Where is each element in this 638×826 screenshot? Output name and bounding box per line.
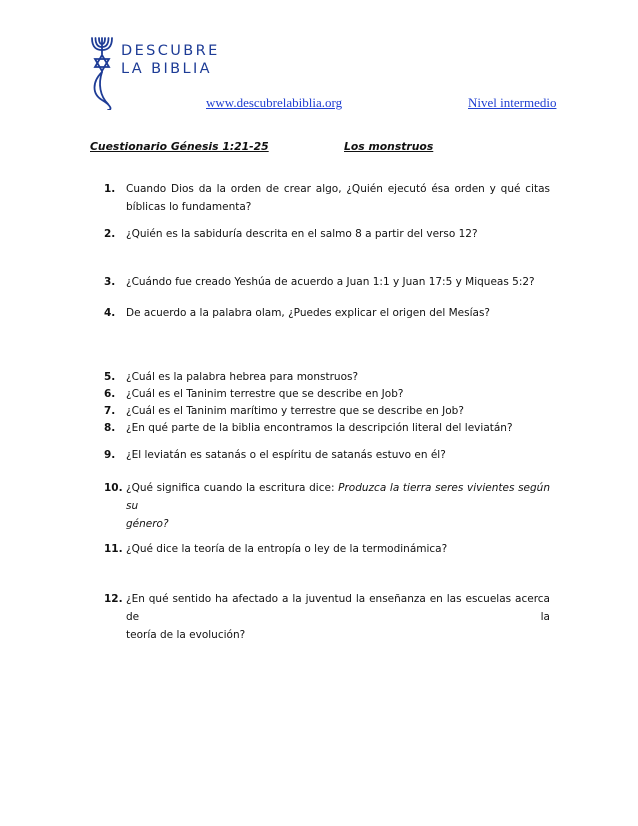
question-number: 6. xyxy=(104,388,116,400)
question-number: 12. xyxy=(104,593,123,605)
question-text: ¿Cuál es la palabra hebrea para monstruos? xyxy=(126,371,359,383)
site-link[interactable]: www.descubrelabiblia.org xyxy=(206,95,343,110)
question-text: ¿Quién es la sabiduría descrita en el salmo 8 a partir del verso 12? xyxy=(126,228,478,240)
question-number: 10. xyxy=(104,482,123,494)
question-text-cont: bíblicas lo fundamenta? xyxy=(126,201,252,213)
question-7 xyxy=(104,402,550,420)
quoted-verse: Produzca la tierra seres vivientes según su xyxy=(126,482,550,512)
question-number: 5. xyxy=(104,371,116,383)
question-text: ¿El leviatán es satanás o el espíritu de satanás estuvo en él? xyxy=(126,449,446,461)
question-text: ¿Qué significa cuando la escritura dice: xyxy=(126,482,339,494)
question-text: ¿Cuándo fue creado Yeshúa de acuerdo a Juan 1:1 y Juan 17:5 y Miqueas 5:2? xyxy=(126,276,535,288)
logo-line-1: DESCUBRE xyxy=(121,43,220,59)
question-number: 11. xyxy=(104,543,123,555)
question-text: ¿En qué parte de la biblia encontramos la descripción literal del leviatán? xyxy=(126,422,513,434)
question-number: 2. xyxy=(104,228,116,240)
question-text: ¿Cuál es el Taninim terrestre que se describe en Job? xyxy=(126,388,404,400)
question-number: 9. xyxy=(104,449,116,461)
question-8 xyxy=(104,419,550,437)
question-9 xyxy=(104,446,550,464)
question-3 xyxy=(104,273,550,291)
question-5 xyxy=(104,368,550,386)
logo xyxy=(88,34,218,110)
question-number: 3. xyxy=(104,276,116,288)
question-number: 1. xyxy=(104,183,116,195)
quiz-title: Cuestionario Génesis 1:21-25 xyxy=(90,140,269,153)
logo-line-2: LA BIBLIA xyxy=(121,61,212,77)
question-10 xyxy=(104,479,550,533)
question-text: De acuerdo a la palabra olam, ¿Puedes explicar el origen del Mesías? xyxy=(126,307,490,319)
question-number: 7. xyxy=(104,405,116,417)
question-number: 8. xyxy=(104,422,116,434)
question-text: ¿Qué dice la teoría de la entropía o ley de la termodinámica? xyxy=(126,543,448,555)
topic-title: Los monstruos xyxy=(344,140,434,153)
question-number: 4. xyxy=(104,307,116,319)
question-4 xyxy=(104,304,550,322)
question-12 xyxy=(104,590,550,644)
question-text: ¿En qué sentido ha afectado a la juventud la enseñanza en las escuelas acerca de la xyxy=(126,593,550,623)
quoted-verse-cont: género? xyxy=(126,518,169,530)
menorah-star-fish-icon xyxy=(88,34,118,110)
question-text: ¿Cuál es el Taninim marítimo y terrestre que se describe en Job? xyxy=(126,405,464,417)
question-text: Cuando Dios da la orden de crear algo, ¿Quién ejecutó ésa orden y qué citas xyxy=(126,183,550,195)
question-text-cont: teoría de la evolución? xyxy=(126,629,246,641)
question-1 xyxy=(104,180,550,216)
level-link[interactable]: Nivel intermedio xyxy=(468,95,557,110)
question-11 xyxy=(104,540,550,558)
question-2 xyxy=(104,225,550,243)
question-6 xyxy=(104,385,550,403)
